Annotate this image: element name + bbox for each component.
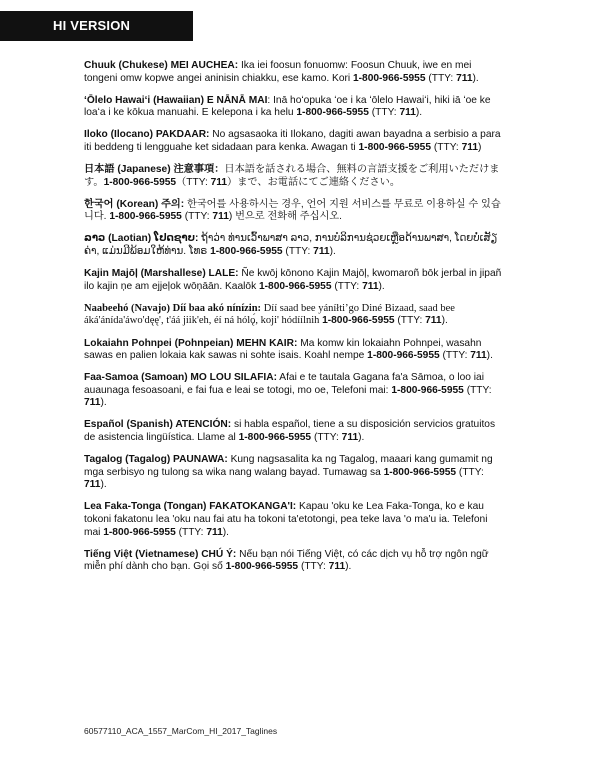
tagline-hawaiian: ʻŌlelo Hawaiʻi (Hawaiian) E NĀNĀ MAI: Inā hoʻopuka ʻoe i ka ʻōlelo Hawaiʻi, hiki iā ʻoe ke loaʻa i ke kōkua manuahi. E kelepona i ka helu 1-800-966-5955 (TTY: 711). <box>84 94 491 119</box>
tagline-text: No agsasaoka iti Ilokano, dagiti awan bayadna a serbisio a para iti beddeng ti lengguahe ket sidadaan para kenka. Awagan ti <box>84 129 501 153</box>
tagline-text: 한국어를 사용하시는 경우, 언어 지원 서비스를 무료로 이용하실 수 있습니다. <box>84 198 501 223</box>
phone-number: 1-800-966-5955 <box>259 280 332 292</box>
tagline-text: 日本語を話される場合、無料の言語支援をご利用いただけます。 <box>84 164 500 188</box>
tagline-tongan: Lea Faka-Tonga (Tongan) FAKATOKANGA'I: Kapau 'oku ke Lea Faka-Tonga, ko e kau tokoni fakatonu lea 'oku nau fai atu ha tokoni ta'etotongi, pea teke lava 'o ma'u ia. Telefoni mai 1-800-966-5955 (TTY: 711). <box>84 501 488 538</box>
tagline-heading: Kajin Majōļ (Marshallese) LALE: <box>84 268 239 280</box>
tagline-heading: Tagalog (Tagalog) PAUNAWA: <box>84 454 228 466</box>
tty-number: 711 <box>210 176 228 188</box>
tty-number: 711 <box>456 72 473 84</box>
phone-number: 1-800-966-5955 <box>358 141 432 153</box>
tagline-navajo: Naabeehó (Navajo) Díí baa akó nínízin: Díí saad bee yáníłtiʼgo Diné Bizaad, saad bee áká'ánída'áwo'dęę', t'áá jiik'eh, éí ná hólǫ́, koji' hódíílnih 1-800-966-5955 (TTY: 711). <box>84 302 455 327</box>
phone-number: 1-800-966-5955 <box>238 432 312 444</box>
tty-number: 711 <box>341 432 359 444</box>
phone-number: 1-800-966-5955 <box>103 526 176 538</box>
tagline-heading: Iloko (Ilocano) PAKDAAR: <box>84 129 210 141</box>
phone-number: 1-800-966-5955 <box>103 176 177 188</box>
tagline-korean: 한국어 (Korean) 주의: 한국어를 사용하시는 경우, 언어 지원 서비스를 무료로 이용하실 수 있습니다. 1-800-966-5955 (TTY: 711) 번으로 전화해 주십시오. <box>84 198 501 223</box>
tagline-heading: Naabeehó (Navajo) Díí baa akó nínízin: <box>84 302 262 314</box>
tty-number: 711 <box>461 141 479 153</box>
phone-number: 1-800-966-5955 <box>367 350 440 362</box>
tty-number: 711 <box>84 397 101 409</box>
tty-number: 711 <box>425 315 442 327</box>
tagline-heading: ʻŌlelo Hawaiʻi (Hawaiian) E NĀNĀ MAI <box>84 94 268 106</box>
tagline-heading: Lokaiahn Pohnpei (Pohnpeian) MEHN KAIR: <box>84 337 298 349</box>
tagline-pohnpeian: Lokaiahn Pohnpei (Pohnpeian) MEHN KAIR: Ma komw kin lokaiahn Pohnpei, wasahn sawas en palien lokaia kak sawas ni sohte isais. Koahl nempe 1-800-966-5955 (TTY: 711). <box>84 337 493 362</box>
tty-number: 711 <box>84 479 101 491</box>
phone-number: 1-800-966-5955 <box>383 466 457 478</box>
phone-number: 1-800-966-5955 <box>225 561 299 573</box>
tagline-heading: 日本語 (Japanese) 注意事項： <box>84 164 225 176</box>
tagline-marshallese: Kajin Majōļ (Marshallese) LALE: Ñe kwōj kōnono Kajin Majōļ, kwomaroñ bōk jerbal in jipañ ilo kajin ņe am ejjeļok wōņāān. Kaalōk 1-800-966-5955 (TTY: 711). <box>84 268 502 292</box>
language-taglines <box>84 60 504 583</box>
tagline-vietnamese: Tiếng Việt (Vietnamese) CHÚ Ý: Nếu bạn nói Tiếng Việt, có các dịch vụ hỗ trợ ngôn ngữ miễn phí dành cho bạn. Gọi số 1-800-966-5955 (TTY: 711). <box>84 548 489 573</box>
tagline-text: Kung nagsasalita ka ng Tagalog, maaari kang gumamit ng mga serbisyo ng tulong sa wika nang walang bayad. Tumawag sa <box>84 454 493 478</box>
tagline-text: Afai e te tautala Gagana fa'a Sāmoa, o loo iai auaunaga fesoasoani, e fai fua e leai se totogi, mo oe, Telefoni mai: <box>84 372 484 396</box>
phone-number: 1-800-966-5955 <box>109 211 182 223</box>
tagline-heading: Español (Spanish) ATENCIÓN: <box>84 419 232 431</box>
tagline-text: Ma komw kin lokaiahn Pohnpei, wasahn sawas en palien lokaia kak sawas ni sohte isais. Koahl nempe <box>84 337 482 362</box>
tagline-laotian: ລາວ (Laotian) ໂປດຊາບ: ຖ້າວ່າ ທ່ານເວົ້າພາສາ ລາວ, ການບໍລິການຊ່ວຍເຫຼືອດ້ານພາສາ, ໂດຍບໍ່ເສັຽຄ່າ, ແມ່ນມີພ້ອມໃຫ້ທ່ານ. ໂທຣ 1-800-966-5955 (TTY: 711). <box>84 233 498 258</box>
phone-number: 1-800-966-5955 <box>210 246 283 258</box>
tty-number: 711 <box>313 246 330 258</box>
version-label: HI VERSION <box>0 11 193 41</box>
phone-number: 1-800-966-5955 <box>296 107 369 119</box>
tagline-heading: Lea Faka-Tonga (Tongan) FAKATOKANGA'I: <box>84 501 297 513</box>
tagline-chuukese: Chuuk (Chukese) MEI AUCHEA: Ika iei foosun fonuomw: Foosun Chuuk, iwe en mei tongeni omw kopwe angei aninisin chiakku, ese kamo. Kori 1-800-966-5955 (TTY: 711). <box>84 60 479 84</box>
tty-number: 711 <box>206 526 223 538</box>
tty-number: 711 <box>362 280 379 292</box>
tagline-heading: Faa-Samoa (Samoan) MO LOU SILAFIA: <box>84 372 278 384</box>
tty-number: 711 <box>470 350 487 362</box>
tagline-heading: 한국어 (Korean) 주의: <box>84 198 185 210</box>
tagline-text: Nếu bạn nói Tiếng Việt, có các dịch vụ hỗ trợ ngôn ngữ miễn phí dành cho bạn. Gọi số <box>84 548 489 573</box>
tagline-text: Ñe kwōj kōnono Kajin Majōļ, kwomaroñ bōk jerbal in jipañ ilo kajin ņe am ejjeļok wōņāān. Kaalōk <box>84 268 502 292</box>
tagline-heading: Chuuk (Chukese) MEI AUCHEA: <box>84 60 239 71</box>
tagline-japanese: 日本語 (Japanese) 注意事項：日本語を話される場合、無料の言語支援をご利用いただけます。1-800-966-5955（TTY: 711）まで、お電話にてご連絡ください。 <box>84 164 500 188</box>
tagline-spanish: Español (Spanish) ATENCIÓN: si habla español, tiene a su disposición servicios gratuitos de asistencia lingüística. Llame al 1-800-966-5955 (TTY: 711). <box>84 419 496 444</box>
tagline-ilocano: Iloko (Ilocano) PAKDAAR: No agsasaoka iti Ilokano, dagiti awan bayadna a serbisio a para iti beddeng ti lengguahe ket sidadaan para kenka. Awagan ti 1-800-966-5955 (TTY: 711) <box>84 129 501 153</box>
phone-number: 1-800-966-5955 <box>391 384 464 396</box>
tagline-samoan: Faa-Samoa (Samoan) MO LOU SILAFIA: Afai e te tautala Gagana fa'a Sāmoa, o loo iai auaunaga fesoasoani, e fai fua e leai se totogi, mo oe, Telefoni mai: 1-800-966-5955 (TTY: 711). <box>84 372 492 409</box>
tagline-text: Kapau 'oku ke Lea Faka-Tonga, ko e kau tokoni fakatonu lea 'oku nau fai atu ha tokoni ta'etotongi, pea teke lava 'o ma'u ia. Telefoni mai <box>84 501 488 538</box>
tagline-text: Ika iei foosun fonuomw: Foosun Chuuk, iwe en mei tongeni omw kopwe angei aninisin chiakku, ese kamo. Kori <box>84 60 472 84</box>
tagline-text: : Inā hoʻopuka ʻoe i ka ʻōlelo Hawaiʻi, hiki iā ʻoe ke loaʻa i ke kōkua manuahi. E kelepona i ka helu <box>84 94 491 119</box>
tagline-text: si habla español, tiene a su disposición servicios gratuitos de asistencia lingüística. Llame al <box>84 419 496 444</box>
document-code: 60577110_ACA_1557_MarCom_HI_2017_Taglines <box>84 726 278 736</box>
phone-number: 1-800-966-5955 <box>322 315 395 327</box>
tty-number: 711 <box>399 107 416 119</box>
phone-number: 1-800-966-5955 <box>352 72 426 84</box>
tty-number: 711 <box>328 561 346 573</box>
tagline-text: ຖ້າວ່າ ທ່ານເວົ້າພາສາ ລາວ, ການບໍລິການຊ່ວຍເຫຼືອດ້ານພາສາ, ໂດຍບໍ່ເສັຽຄ່າ, ແມ່ນມີພ້ອມໃຫ້ທ່ານ. ໂທຣ <box>84 233 498 258</box>
tty-number: 711 <box>212 211 229 223</box>
tagline-heading: ລາວ (Laotian) ໂປດຊາບ: <box>84 233 199 245</box>
tagline-text: Díí saad bee yáníłtiʼgo Diné Bizaad, saad bee áká'ánída'áwo'dęę', t'áá jiik'eh, éí ná hólǫ́, koji' hódíílnih <box>84 302 455 327</box>
tagline-tagalog: Tagalog (Tagalog) PAUNAWA: Kung nagsasalita ka ng Tagalog, maaari kang gumamit ng mga serbisyo ng tulong sa wika nang walang bayad. Tumawag sa 1-800-966-5955 (TTY: 711). <box>84 454 493 491</box>
tagline-heading: Tiếng Việt (Vietnamese) CHÚ Ý: <box>84 548 237 560</box>
